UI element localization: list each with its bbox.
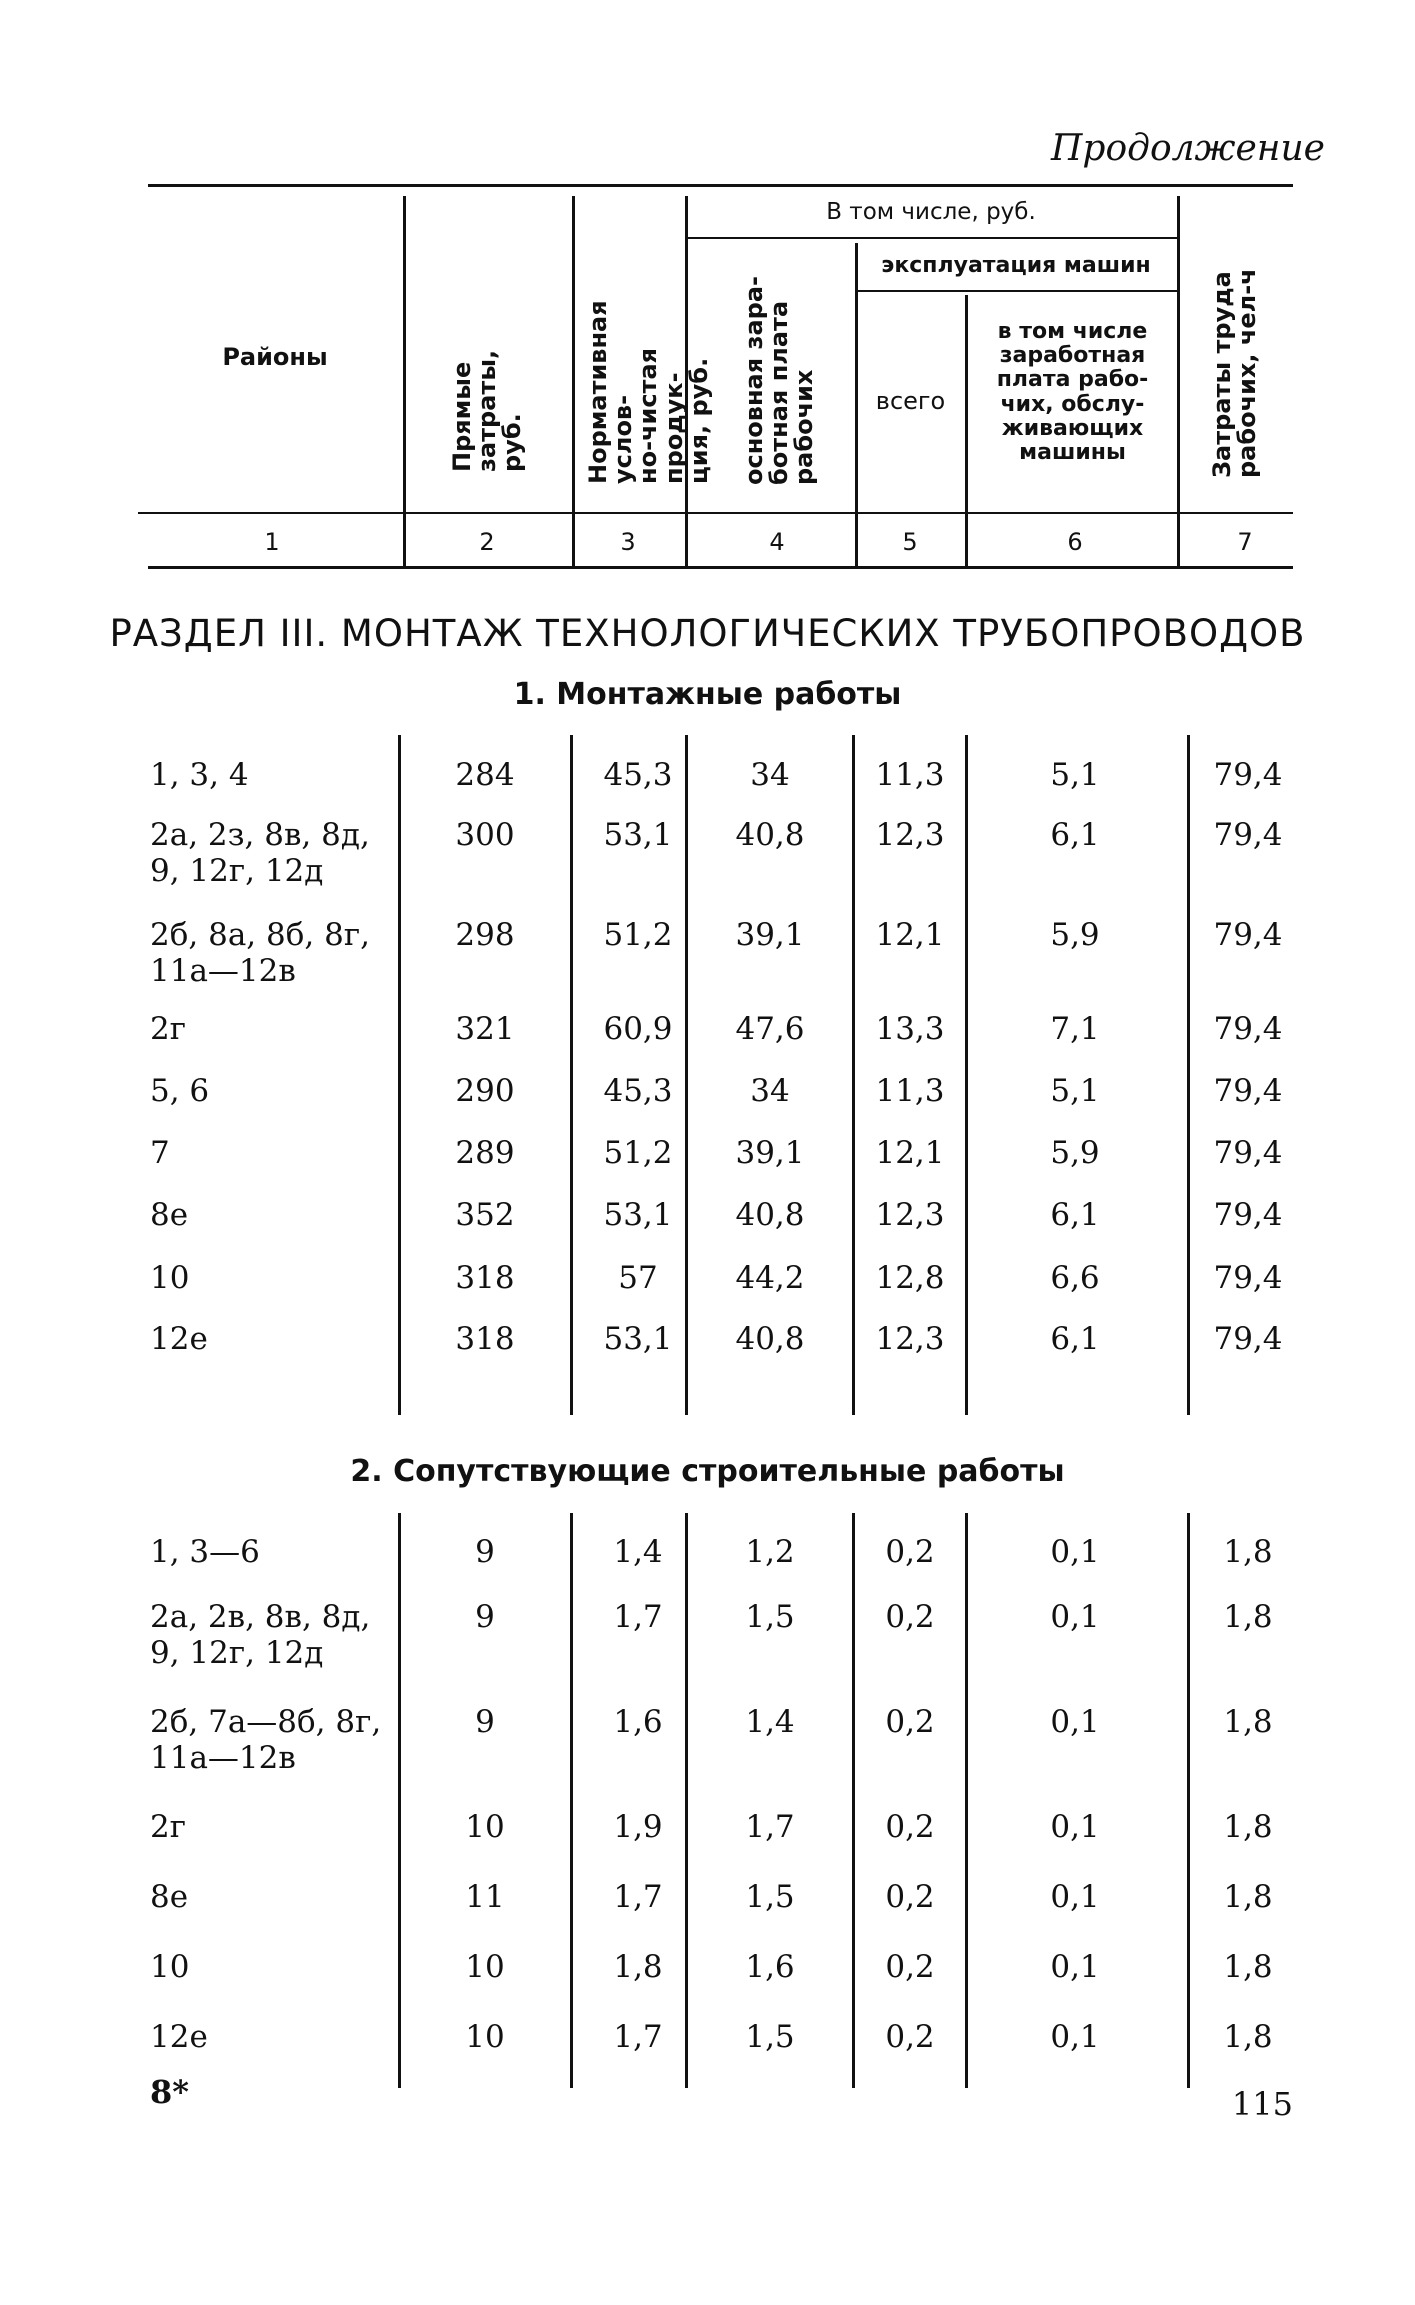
row-cell-c6: 6,1 — [1050, 1197, 1100, 1233]
row-cell-c6: 6,1 — [1050, 817, 1100, 853]
row-cell-c2: 10 — [465, 1949, 505, 1985]
row-cell-c5: 12,3 — [875, 817, 945, 853]
row-cell-c2: 10 — [465, 2019, 505, 2055]
col-number-5: 5 — [902, 528, 918, 556]
row-cell-c6: 0,1 — [1050, 1704, 1100, 1740]
row-cell-c5: 13,3 — [875, 1011, 945, 1047]
row-region: 2г — [150, 1011, 186, 1047]
row-cell-c2: 9 — [475, 1704, 495, 1740]
row-cell-c3: 53,1 — [603, 1197, 673, 1233]
row-cell-c4: 1,5 — [745, 1879, 795, 1915]
row-cell-c5: 0,2 — [885, 1809, 935, 1845]
header-bottom-rule — [138, 512, 1293, 514]
row-cell-c7: 79,4 — [1213, 917, 1283, 953]
row-cell-c7: 1,8 — [1223, 1949, 1273, 1985]
row-region: 8е — [150, 1879, 189, 1915]
row-cell-c2: 10 — [465, 1809, 505, 1845]
row-cell-c7: 79,4 — [1213, 1135, 1283, 1171]
row-cell-c4: 40,8 — [735, 1197, 805, 1233]
row-cell-c4: 34 — [750, 1073, 790, 1109]
row-cell-c3: 1,7 — [613, 1879, 663, 1915]
row-cell-c6: 0,1 — [1050, 1949, 1100, 1985]
row-cell-c6: 5,9 — [1050, 1135, 1100, 1171]
row-cell-c3: 1,7 — [613, 1599, 663, 1635]
row-region: 2а, 2з, 8в, 8д, 9, 12г, 12д — [150, 817, 370, 889]
row-cell-c7: 1,8 — [1223, 1704, 1273, 1740]
row-cell-c5: 12,8 — [875, 1260, 945, 1296]
header-vrule-1 — [403, 196, 406, 566]
col-header-machine-wages: в том числе заработная плата рабо- чих, обслу- живающих машины — [996, 319, 1149, 465]
col-number-3: 3 — [620, 528, 636, 556]
row-cell-c7: 1,8 — [1223, 1809, 1273, 1845]
header-numbers-rule — [148, 566, 1293, 569]
row-cell-c3: 1,7 — [613, 2019, 663, 2055]
header-vrule-6 — [1177, 196, 1180, 566]
col-header-basic-wages: основная зара- ботная плата рабочих — [740, 276, 819, 485]
col-number-2: 2 — [479, 528, 495, 556]
row-cell-c2: 321 — [455, 1011, 515, 1047]
row-cell-c2: 290 — [455, 1073, 515, 1109]
row-cell-c4: 39,1 — [735, 1135, 805, 1171]
body1-vrule-1 — [398, 735, 401, 1415]
body2-vrule-1 — [398, 1513, 401, 2088]
page-number: 115 — [1231, 2085, 1293, 2123]
row-cell-c2: 289 — [455, 1135, 515, 1171]
col-header-labour: Затраты труда рабочих, чел-ч — [1208, 268, 1262, 478]
row-region: 2г — [150, 1809, 186, 1845]
row-cell-c3: 1,4 — [613, 1534, 663, 1570]
row-cell-c3: 51,2 — [603, 917, 673, 953]
subsection-title-1: 1. Монтажные работы — [513, 677, 902, 712]
row-cell-c7: 79,4 — [1213, 1321, 1283, 1357]
row-cell-c2: 9 — [475, 1599, 495, 1635]
row-region: 5, 6 — [150, 1073, 210, 1109]
row-cell-c4: 34 — [750, 757, 790, 793]
row-cell-c7: 1,8 — [1223, 1534, 1273, 1570]
row-cell-c5: 12,1 — [875, 917, 945, 953]
row-cell-c4: 47,6 — [735, 1011, 805, 1047]
row-cell-c2: 9 — [475, 1534, 495, 1570]
row-cell-c6: 0,1 — [1050, 2019, 1100, 2055]
row-cell-c7: 1,8 — [1223, 1599, 1273, 1635]
row-cell-c7: 79,4 — [1213, 1011, 1283, 1047]
header-vrule-2 — [572, 196, 575, 566]
row-region: 1, 3, 4 — [150, 757, 249, 793]
row-cell-c3: 45,3 — [603, 1073, 673, 1109]
row-cell-c7: 79,4 — [1213, 1073, 1283, 1109]
row-cell-c5: 12,1 — [875, 1135, 945, 1171]
row-cell-c7: 79,4 — [1213, 757, 1283, 793]
row-cell-c5: 0,2 — [885, 1534, 935, 1570]
row-cell-c4: 40,8 — [735, 817, 805, 853]
row-cell-c5: 11,3 — [875, 1073, 945, 1109]
row-region: 12е — [150, 2019, 208, 2055]
row-cell-c7: 79,4 — [1213, 817, 1283, 853]
row-region: 2а, 2в, 8в, 8д, 9, 12г, 12д — [150, 1599, 371, 1671]
row-cell-c3: 51,2 — [603, 1135, 673, 1171]
row-cell-c6: 6,1 — [1050, 1321, 1100, 1357]
row-cell-c4: 39,1 — [735, 917, 805, 953]
row-cell-c2: 318 — [455, 1321, 515, 1357]
row-cell-c2: 352 — [455, 1197, 515, 1233]
col-number-6: 6 — [1067, 528, 1083, 556]
row-cell-c4: 1,5 — [745, 1599, 795, 1635]
header-group-total: В том числе, руб. — [826, 199, 1036, 225]
col-header-machines-total: всего — [875, 387, 946, 415]
row-cell-c2: 11 — [465, 1879, 505, 1915]
row-region: 7 — [150, 1135, 170, 1171]
section-title: РАЗДЕЛ III. МОНТАЖ ТЕХНОЛОГИЧЕСКИХ ТРУБОПРОВОДОВ — [109, 612, 1306, 655]
header-machines-rule — [855, 290, 1177, 292]
row-cell-c4: 40,8 — [735, 1321, 805, 1357]
row-cell-c7: 1,8 — [1223, 2019, 1273, 2055]
row-cell-c5: 12,3 — [875, 1321, 945, 1357]
row-cell-c6: 6,6 — [1050, 1260, 1100, 1296]
row-cell-c6: 0,1 — [1050, 1809, 1100, 1845]
row-cell-c3: 53,1 — [603, 817, 673, 853]
row-cell-c2: 298 — [455, 917, 515, 953]
row-cell-c7: 79,4 — [1213, 1260, 1283, 1296]
col-number-1: 1 — [264, 528, 280, 556]
row-cell-c5: 0,2 — [885, 2019, 935, 2055]
row-cell-c3: 53,1 — [603, 1321, 673, 1357]
col-header-net-product: Нормативная услов- но-чистая продук- ция, руб. — [584, 300, 713, 484]
row-cell-c3: 1,8 — [613, 1949, 663, 1985]
row-cell-c5: 12,3 — [875, 1197, 945, 1233]
row-region: 10 — [150, 1949, 190, 1985]
row-region: 1, 3—6 — [150, 1534, 260, 1570]
row-cell-c5: 0,2 — [885, 1879, 935, 1915]
row-cell-c5: 11,3 — [875, 757, 945, 793]
row-region: 2б, 7а—8б, 8г, 11а—12в — [150, 1704, 382, 1776]
row-cell-c2: 300 — [455, 817, 515, 853]
row-cell-c3: 60,9 — [603, 1011, 673, 1047]
row-cell-c2: 318 — [455, 1260, 515, 1296]
row-cell-c2: 284 — [455, 757, 515, 793]
row-cell-c6: 5,1 — [1050, 757, 1100, 793]
continuation-label: Продолжение — [1051, 128, 1325, 169]
row-region: 8е — [150, 1197, 189, 1233]
row-cell-c4: 1,2 — [745, 1534, 795, 1570]
row-cell-c6: 7,1 — [1050, 1011, 1100, 1047]
row-cell-c6: 0,1 — [1050, 1879, 1100, 1915]
row-cell-c5: 0,2 — [885, 1599, 935, 1635]
col-header-direct-costs: Прямые затраты, руб. — [448, 349, 527, 472]
col-header-regions: Районы — [222, 343, 328, 371]
subsection-title-2: 2. Сопутствующие строительные работы — [350, 1454, 1065, 1489]
row-cell-c4: 44,2 — [735, 1260, 805, 1296]
header-group-machines: эксплуатация машин — [881, 253, 1151, 278]
row-cell-c5: 0,2 — [885, 1949, 935, 1985]
row-region: 2б, 8а, 8б, 8г, 11а—12в — [150, 917, 370, 989]
signature-mark: 8* — [150, 2073, 189, 2111]
row-cell-c3: 45,3 — [603, 757, 673, 793]
row-cell-c6: 0,1 — [1050, 1534, 1100, 1570]
row-cell-c7: 1,8 — [1223, 1879, 1273, 1915]
header-group-rule — [685, 237, 1177, 239]
row-cell-c6: 5,1 — [1050, 1073, 1100, 1109]
row-cell-c6: 5,9 — [1050, 917, 1100, 953]
row-cell-c6: 0,1 — [1050, 1599, 1100, 1635]
row-cell-c4: 1,4 — [745, 1704, 795, 1740]
row-cell-c7: 79,4 — [1213, 1197, 1283, 1233]
row-cell-c5: 0,2 — [885, 1704, 935, 1740]
col-number-7: 7 — [1237, 528, 1253, 556]
row-region: 12е — [150, 1321, 208, 1357]
row-cell-c4: 1,7 — [745, 1809, 795, 1845]
row-cell-c3: 57 — [618, 1260, 658, 1296]
header-top-rule — [148, 184, 1293, 187]
row-cell-c4: 1,5 — [745, 2019, 795, 2055]
row-cell-c4: 1,6 — [745, 1949, 795, 1985]
row-region: 10 — [150, 1260, 190, 1296]
col-number-4: 4 — [769, 528, 785, 556]
row-cell-c3: 1,6 — [613, 1704, 663, 1740]
row-cell-c3: 1,9 — [613, 1809, 663, 1845]
